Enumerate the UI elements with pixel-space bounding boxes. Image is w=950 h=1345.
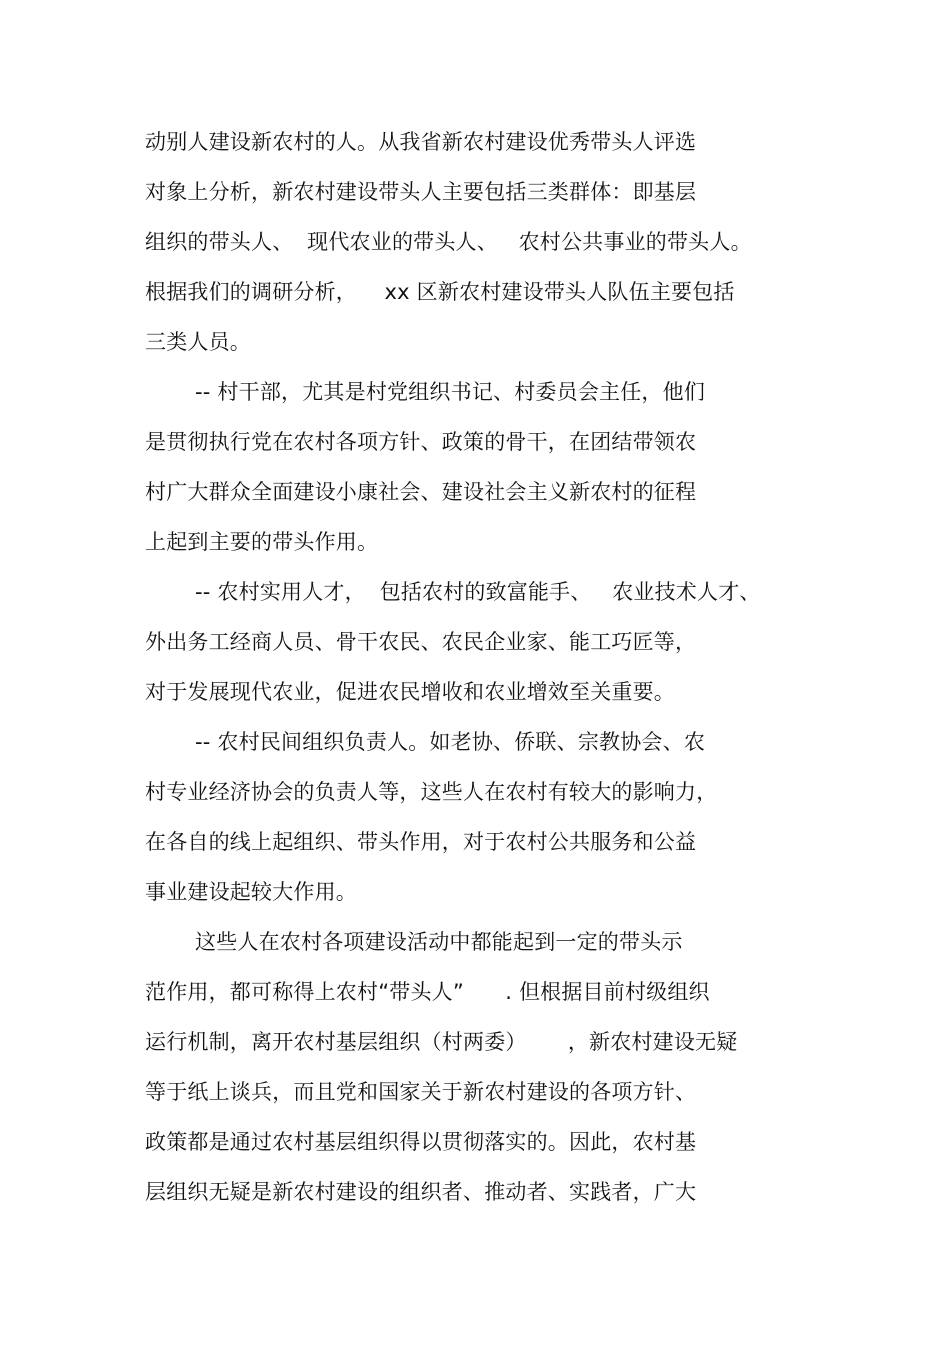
text-line-7: 是贯彻执行党在农村各项方针、政策的骨干，在团结带领农 [145,430,697,454]
text-line-4: 根据我们的调研分析， xx 区新农村建设带头人队伍主要包括 [145,280,735,304]
text-line-20: 等于纸上谈兵，而且党和国家关于新农村建设的各项方针、 [145,1080,697,1104]
text-line-17: 这些人在农村各项建设活动中都能起到一定的带头示 [195,930,683,954]
text-line-9: 上起到主要的带头作用。 [145,530,379,554]
text-line-10: -- 农村实用人才， 包括农村的致富能手、 农业技术人才、 [195,580,761,604]
text-line-13: -- 农村民间组织负责人。如老协、侨联、宗教协会、农 [195,730,706,754]
text-line-11: 外出务工经商人员、骨干农民、农民企业家、能工巧匠等， [145,630,697,654]
text-line-8: 村广大群众全面建设小康社会、建设社会主义新农村的征程 [145,480,697,504]
text-line-3: 组织的带头人、 现代农业的带头人、 农村公共事业的带头人。 [145,230,752,254]
text-line-12: 对于发展现代农业，促进农民增收和农业增效至关重要。 [145,680,675,704]
text-line-21: 政策都是通过农村基层组织得以贯彻落实的。因此，农村基 [145,1130,697,1154]
text-line-14: 村专业经济协会的负责人等，这些人在农村有较大的影响力， [145,780,718,804]
text-line-16: 事业建设起较大作用。 [145,880,357,904]
text-line-22: 层组织无疑是新农村建设的组织者、推动者、实践者，广大 [145,1180,697,1204]
text-line-1: 动别人建设新农村的人。从我省新农村建设优秀带头人评选 [145,130,697,154]
text-line-19: 运行机制，离开农村基层组织（村两委） ，新农村建设无疑 [145,1030,738,1054]
text-line-5: 三类人员。 [145,330,251,354]
text-line-18: 范作用，都可称得上农村“带头人” . 但根据目前村级组织 [145,980,710,1004]
text-line-6: -- 村干部，尤其是村党组织书记、村委员会主任，他们 [195,380,706,404]
text-line-2: 对象上分析，新农村建设带头人主要包括三类群体：即基层 [145,180,697,204]
text-line-15: 在各自的线上起组织、带头作用，对于农村公共服务和公益 [145,830,697,854]
